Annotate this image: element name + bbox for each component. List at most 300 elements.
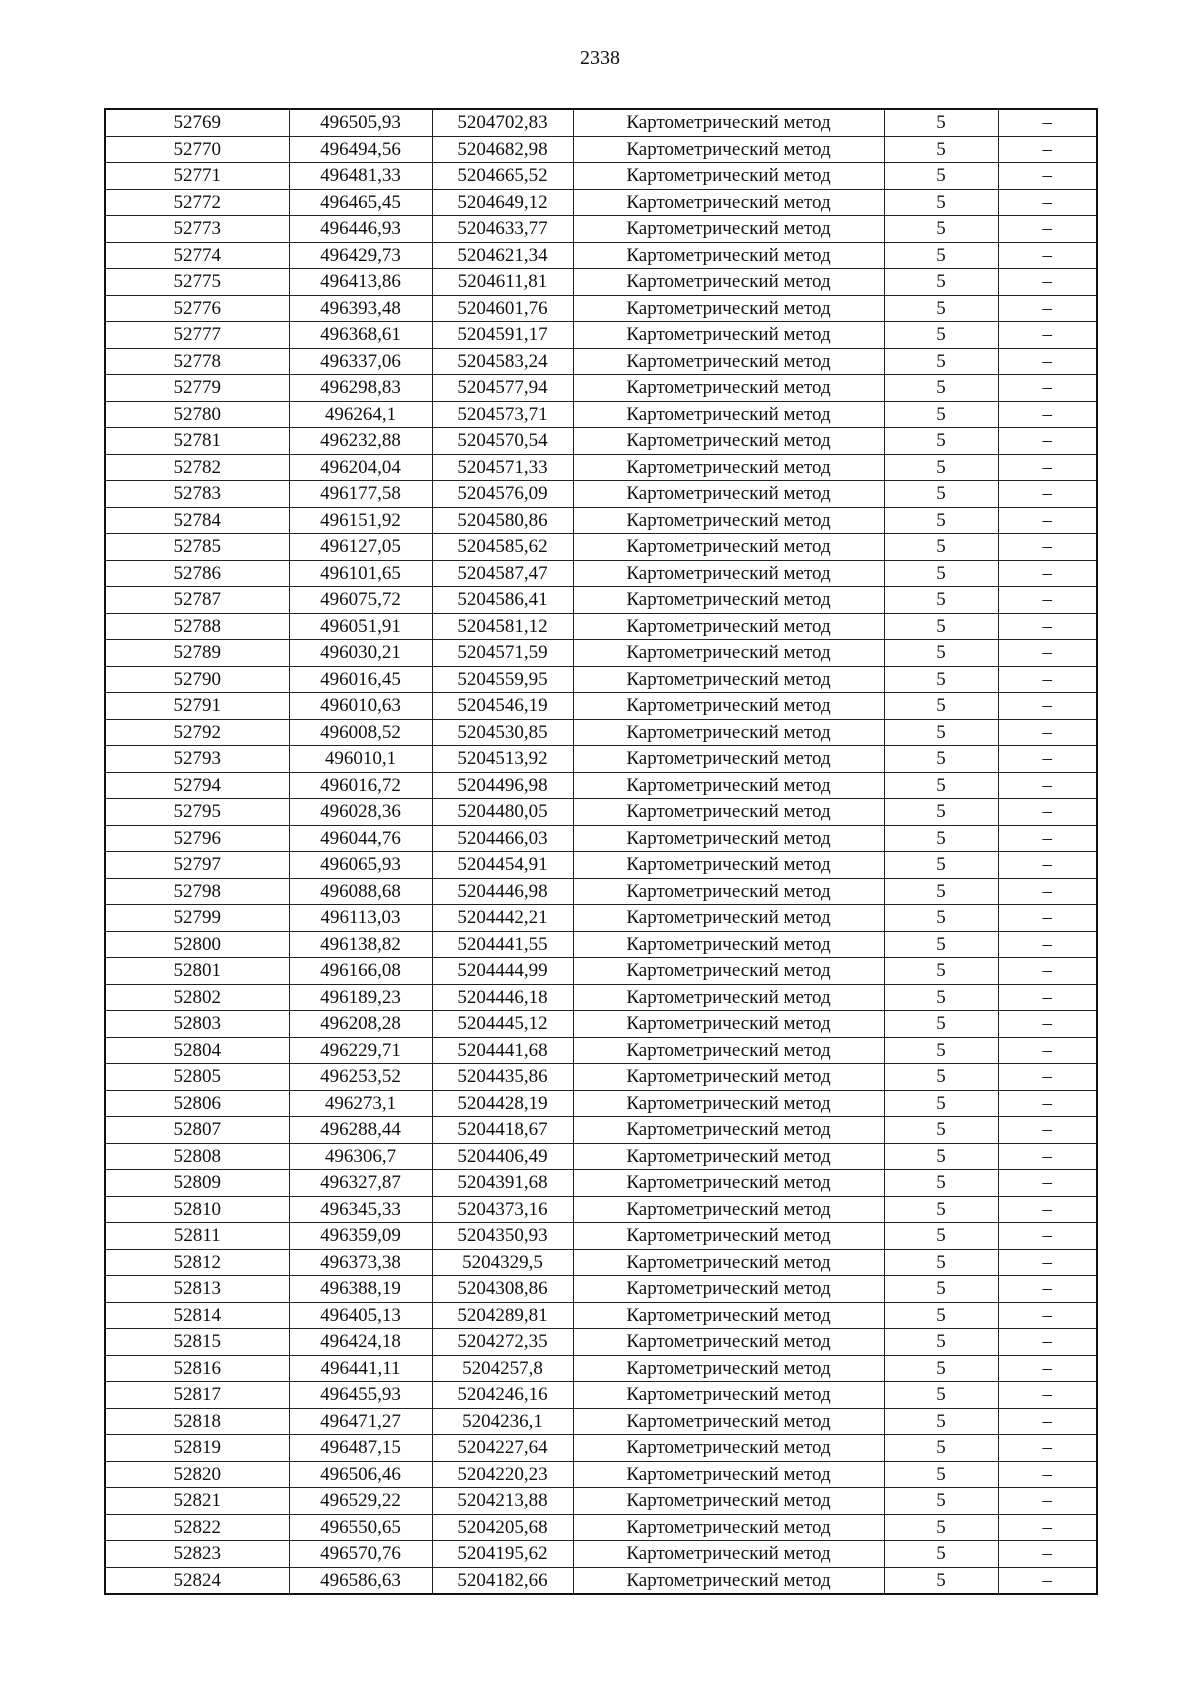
x-coordinate-cell: 496088,68 xyxy=(289,878,432,905)
y-coordinate-cell: 5204665,52 xyxy=(432,163,573,190)
table-row xyxy=(105,401,1097,428)
accuracy-cell: 5 xyxy=(884,1461,998,1488)
note-cell: – xyxy=(998,905,1097,932)
accuracy-cell: 5 xyxy=(884,799,998,826)
table-row xyxy=(105,1567,1097,1594)
note-cell: – xyxy=(998,1329,1097,1356)
table-row xyxy=(105,852,1097,879)
y-coordinate-cell: 5204513,92 xyxy=(432,746,573,773)
y-coordinate-cell: 5204195,62 xyxy=(432,1541,573,1568)
y-coordinate-cell: 5204570,54 xyxy=(432,428,573,455)
point-number-cell: 52816 xyxy=(105,1355,289,1382)
y-coordinate-cell: 5204586,41 xyxy=(432,587,573,614)
accuracy-cell: 5 xyxy=(884,1408,998,1435)
y-coordinate-cell: 5204571,59 xyxy=(432,640,573,667)
y-coordinate-cell: 5204445,12 xyxy=(432,1011,573,1038)
point-number-cell: 52788 xyxy=(105,613,289,640)
x-coordinate-cell: 496388,19 xyxy=(289,1276,432,1303)
point-number-cell: 52773 xyxy=(105,216,289,243)
y-coordinate-cell: 5204682,98 xyxy=(432,136,573,163)
point-number-cell: 52800 xyxy=(105,931,289,958)
x-coordinate-cell: 496028,36 xyxy=(289,799,432,826)
accuracy-cell: 5 xyxy=(884,560,998,587)
table-row xyxy=(105,454,1097,481)
table-row xyxy=(105,163,1097,190)
accuracy-cell: 5 xyxy=(884,1302,998,1329)
x-coordinate-cell: 496298,83 xyxy=(289,375,432,402)
accuracy-cell: 5 xyxy=(884,1329,998,1356)
note-cell: – xyxy=(998,560,1097,587)
method-cell: Картометрический метод xyxy=(573,1117,884,1144)
point-number-cell: 52821 xyxy=(105,1488,289,1515)
y-coordinate-cell: 5204441,68 xyxy=(432,1037,573,1064)
y-coordinate-cell: 5204257,8 xyxy=(432,1355,573,1382)
y-coordinate-cell: 5204329,5 xyxy=(432,1249,573,1276)
x-coordinate-cell: 496327,87 xyxy=(289,1170,432,1197)
table-row xyxy=(105,1382,1097,1409)
x-coordinate-cell: 496405,13 xyxy=(289,1302,432,1329)
accuracy-cell: 5 xyxy=(884,348,998,375)
x-coordinate-cell: 496288,44 xyxy=(289,1117,432,1144)
accuracy-cell: 5 xyxy=(884,693,998,720)
method-cell: Картометрический метод xyxy=(573,481,884,508)
method-cell: Картометрический метод xyxy=(573,719,884,746)
x-coordinate-cell: 496101,65 xyxy=(289,560,432,587)
accuracy-cell: 5 xyxy=(884,1196,998,1223)
method-cell: Картометрический метод xyxy=(573,269,884,296)
table-row xyxy=(105,1302,1097,1329)
note-cell: – xyxy=(998,1196,1097,1223)
point-number-cell: 52791 xyxy=(105,693,289,720)
y-coordinate-cell: 5204428,19 xyxy=(432,1090,573,1117)
note-cell: – xyxy=(998,1011,1097,1038)
y-coordinate-cell: 5204649,12 xyxy=(432,189,573,216)
x-coordinate-cell: 496368,61 xyxy=(289,322,432,349)
note-cell: – xyxy=(998,1170,1097,1197)
method-cell: Картометрический метод xyxy=(573,560,884,587)
accuracy-cell: 5 xyxy=(884,1090,998,1117)
note-cell: – xyxy=(998,1302,1097,1329)
point-number-cell: 52810 xyxy=(105,1196,289,1223)
y-coordinate-cell: 5204587,47 xyxy=(432,560,573,587)
note-cell: – xyxy=(998,216,1097,243)
point-number-cell: 52822 xyxy=(105,1514,289,1541)
point-number-cell: 52776 xyxy=(105,295,289,322)
note-cell: – xyxy=(998,1249,1097,1276)
note-cell: – xyxy=(998,613,1097,640)
accuracy-cell: 5 xyxy=(884,189,998,216)
note-cell: – xyxy=(998,1461,1097,1488)
method-cell: Картометрический метод xyxy=(573,1435,884,1462)
table-row xyxy=(105,931,1097,958)
table-row xyxy=(105,1037,1097,1064)
table-row xyxy=(105,1249,1097,1276)
note-cell: – xyxy=(998,878,1097,905)
point-number-cell: 52794 xyxy=(105,772,289,799)
point-number-cell: 52806 xyxy=(105,1090,289,1117)
accuracy-cell: 5 xyxy=(884,587,998,614)
accuracy-cell: 5 xyxy=(884,295,998,322)
y-coordinate-cell: 5204480,05 xyxy=(432,799,573,826)
table-row xyxy=(105,587,1097,614)
y-coordinate-cell: 5204442,21 xyxy=(432,905,573,932)
method-cell: Картометрический метод xyxy=(573,772,884,799)
accuracy-cell: 5 xyxy=(884,1037,998,1064)
y-coordinate-cell: 5204573,71 xyxy=(432,401,573,428)
note-cell: – xyxy=(998,799,1097,826)
table-row xyxy=(105,958,1097,985)
point-number-cell: 52781 xyxy=(105,428,289,455)
method-cell: Картометрический метод xyxy=(573,1249,884,1276)
note-cell: – xyxy=(998,428,1097,455)
y-coordinate-cell: 5204227,64 xyxy=(432,1435,573,1462)
accuracy-cell: 5 xyxy=(884,613,998,640)
x-coordinate-cell: 496337,06 xyxy=(289,348,432,375)
accuracy-cell: 5 xyxy=(884,1514,998,1541)
method-cell: Картометрический метод xyxy=(573,1223,884,1250)
table-row xyxy=(105,1329,1097,1356)
coordinates-table-body xyxy=(105,109,1097,1594)
table-row xyxy=(105,1488,1097,1515)
accuracy-cell: 5 xyxy=(884,905,998,932)
method-cell: Картометрический метод xyxy=(573,1011,884,1038)
point-number-cell: 52803 xyxy=(105,1011,289,1038)
y-coordinate-cell: 5204350,93 xyxy=(432,1223,573,1250)
table-row xyxy=(105,1170,1097,1197)
x-coordinate-cell: 496016,72 xyxy=(289,772,432,799)
note-cell: – xyxy=(998,1037,1097,1064)
accuracy-cell: 5 xyxy=(884,640,998,667)
accuracy-cell: 5 xyxy=(884,216,998,243)
accuracy-cell: 5 xyxy=(884,507,998,534)
x-coordinate-cell: 496465,45 xyxy=(289,189,432,216)
method-cell: Картометрический метод xyxy=(573,136,884,163)
point-number-cell: 52792 xyxy=(105,719,289,746)
point-number-cell: 52808 xyxy=(105,1143,289,1170)
y-coordinate-cell: 5204289,81 xyxy=(432,1302,573,1329)
note-cell: – xyxy=(998,1064,1097,1091)
y-coordinate-cell: 5204559,95 xyxy=(432,666,573,693)
note-cell: – xyxy=(998,1567,1097,1594)
table-row xyxy=(105,507,1097,534)
method-cell: Картометрический метод xyxy=(573,189,884,216)
method-cell: Картометрический метод xyxy=(573,109,884,136)
accuracy-cell: 5 xyxy=(884,481,998,508)
note-cell: – xyxy=(998,587,1097,614)
note-cell: – xyxy=(998,693,1097,720)
note-cell: – xyxy=(998,1143,1097,1170)
note-cell: – xyxy=(998,454,1097,481)
accuracy-cell: 5 xyxy=(884,746,998,773)
note-cell: – xyxy=(998,1488,1097,1515)
table-row xyxy=(105,1196,1097,1223)
note-cell: – xyxy=(998,481,1097,508)
accuracy-cell: 5 xyxy=(884,1382,998,1409)
x-coordinate-cell: 496264,1 xyxy=(289,401,432,428)
method-cell: Картометрический метод xyxy=(573,242,884,269)
method-cell: Картометрический метод xyxy=(573,958,884,985)
y-coordinate-cell: 5204182,66 xyxy=(432,1567,573,1594)
y-coordinate-cell: 5204580,86 xyxy=(432,507,573,534)
note-cell: – xyxy=(998,1090,1097,1117)
note-cell: – xyxy=(998,772,1097,799)
accuracy-cell: 5 xyxy=(884,1143,998,1170)
y-coordinate-cell: 5204220,23 xyxy=(432,1461,573,1488)
x-coordinate-cell: 496016,45 xyxy=(289,666,432,693)
point-number-cell: 52801 xyxy=(105,958,289,985)
note-cell: – xyxy=(998,375,1097,402)
point-number-cell: 52804 xyxy=(105,1037,289,1064)
method-cell: Картометрический метод xyxy=(573,1196,884,1223)
method-cell: Картометрический метод xyxy=(573,428,884,455)
point-number-cell: 52779 xyxy=(105,375,289,402)
note-cell: – xyxy=(998,1514,1097,1541)
accuracy-cell: 5 xyxy=(884,1355,998,1382)
method-cell: Картометрический метод xyxy=(573,163,884,190)
x-coordinate-cell: 496051,91 xyxy=(289,613,432,640)
table-row xyxy=(105,189,1097,216)
accuracy-cell: 5 xyxy=(884,269,998,296)
note-cell: – xyxy=(998,136,1097,163)
x-coordinate-cell: 496429,73 xyxy=(289,242,432,269)
table-row xyxy=(105,560,1097,587)
x-coordinate-cell: 496030,21 xyxy=(289,640,432,667)
x-coordinate-cell: 496075,72 xyxy=(289,587,432,614)
note-cell: – xyxy=(998,1408,1097,1435)
x-coordinate-cell: 496253,52 xyxy=(289,1064,432,1091)
y-coordinate-cell: 5204633,77 xyxy=(432,216,573,243)
x-coordinate-cell: 496373,38 xyxy=(289,1249,432,1276)
method-cell: Картометрический метод xyxy=(573,746,884,773)
table-row xyxy=(105,109,1097,136)
accuracy-cell: 5 xyxy=(884,1435,998,1462)
table-row xyxy=(105,693,1097,720)
y-coordinate-cell: 5204205,68 xyxy=(432,1514,573,1541)
method-cell: Картометрический метод xyxy=(573,1541,884,1568)
y-coordinate-cell: 5204213,88 xyxy=(432,1488,573,1515)
point-number-cell: 52771 xyxy=(105,163,289,190)
table-row xyxy=(105,136,1097,163)
method-cell: Картометрический метод xyxy=(573,322,884,349)
note-cell: – xyxy=(998,534,1097,561)
x-coordinate-cell: 496393,48 xyxy=(289,295,432,322)
accuracy-cell: 5 xyxy=(884,1541,998,1568)
x-coordinate-cell: 496151,92 xyxy=(289,507,432,534)
table-row xyxy=(105,1090,1097,1117)
x-coordinate-cell: 496494,56 xyxy=(289,136,432,163)
table-row xyxy=(105,295,1097,322)
x-coordinate-cell: 496127,05 xyxy=(289,534,432,561)
y-coordinate-cell: 5204611,81 xyxy=(432,269,573,296)
point-number-cell: 52787 xyxy=(105,587,289,614)
method-cell: Картометрический метод xyxy=(573,534,884,561)
table-row xyxy=(105,1514,1097,1541)
method-cell: Картометрический метод xyxy=(573,640,884,667)
x-coordinate-cell: 496232,88 xyxy=(289,428,432,455)
point-number-cell: 52799 xyxy=(105,905,289,932)
point-number-cell: 52813 xyxy=(105,1276,289,1303)
x-coordinate-cell: 496010,63 xyxy=(289,693,432,720)
accuracy-cell: 5 xyxy=(884,958,998,985)
y-coordinate-cell: 5204496,98 xyxy=(432,772,573,799)
x-coordinate-cell: 496345,33 xyxy=(289,1196,432,1223)
x-coordinate-cell: 496550,65 xyxy=(289,1514,432,1541)
method-cell: Картометрический метод xyxy=(573,878,884,905)
y-coordinate-cell: 5204583,24 xyxy=(432,348,573,375)
method-cell: Картометрический метод xyxy=(573,905,884,932)
method-cell: Картометрический метод xyxy=(573,587,884,614)
method-cell: Картометрический метод xyxy=(573,1488,884,1515)
note-cell: – xyxy=(998,348,1097,375)
table-row xyxy=(105,719,1097,746)
y-coordinate-cell: 5204621,34 xyxy=(432,242,573,269)
x-coordinate-cell: 496189,23 xyxy=(289,984,432,1011)
x-coordinate-cell: 496505,93 xyxy=(289,109,432,136)
point-number-cell: 52782 xyxy=(105,454,289,481)
method-cell: Картометрический метод xyxy=(573,666,884,693)
table-row xyxy=(105,1276,1097,1303)
table-row xyxy=(105,1223,1097,1250)
table-row xyxy=(105,534,1097,561)
table-row xyxy=(105,481,1097,508)
point-number-cell: 52769 xyxy=(105,109,289,136)
note-cell: – xyxy=(998,295,1097,322)
x-coordinate-cell: 496471,27 xyxy=(289,1408,432,1435)
x-coordinate-cell: 496008,52 xyxy=(289,719,432,746)
accuracy-cell: 5 xyxy=(884,1223,998,1250)
y-coordinate-cell: 5204576,09 xyxy=(432,481,573,508)
table-row xyxy=(105,1117,1097,1144)
point-number-cell: 52778 xyxy=(105,348,289,375)
note-cell: – xyxy=(998,852,1097,879)
table-row xyxy=(105,666,1097,693)
method-cell: Картометрический метод xyxy=(573,984,884,1011)
note-cell: – xyxy=(998,1435,1097,1462)
accuracy-cell: 5 xyxy=(884,1488,998,1515)
point-number-cell: 52775 xyxy=(105,269,289,296)
note-cell: – xyxy=(998,242,1097,269)
method-cell: Картометрический метод xyxy=(573,1276,884,1303)
method-cell: Картометрический метод xyxy=(573,852,884,879)
point-number-cell: 52814 xyxy=(105,1302,289,1329)
method-cell: Картометрический метод xyxy=(573,401,884,428)
method-cell: Картометрический метод xyxy=(573,1329,884,1356)
point-number-cell: 52789 xyxy=(105,640,289,667)
y-coordinate-cell: 5204585,62 xyxy=(432,534,573,561)
table-row xyxy=(105,878,1097,905)
accuracy-cell: 5 xyxy=(884,401,998,428)
y-coordinate-cell: 5204406,49 xyxy=(432,1143,573,1170)
x-coordinate-cell: 496138,82 xyxy=(289,931,432,958)
point-number-cell: 52780 xyxy=(105,401,289,428)
note-cell: – xyxy=(998,401,1097,428)
y-coordinate-cell: 5204236,1 xyxy=(432,1408,573,1435)
table-row xyxy=(105,1355,1097,1382)
y-coordinate-cell: 5204702,83 xyxy=(432,109,573,136)
y-coordinate-cell: 5204546,19 xyxy=(432,693,573,720)
y-coordinate-cell: 5204444,99 xyxy=(432,958,573,985)
x-coordinate-cell: 496208,28 xyxy=(289,1011,432,1038)
note-cell: – xyxy=(998,1223,1097,1250)
accuracy-cell: 5 xyxy=(884,1249,998,1276)
point-number-cell: 52823 xyxy=(105,1541,289,1568)
method-cell: Картометрический метод xyxy=(573,295,884,322)
accuracy-cell: 5 xyxy=(884,666,998,693)
table-row xyxy=(105,613,1097,640)
note-cell: – xyxy=(998,1117,1097,1144)
table-row xyxy=(105,984,1097,1011)
table-row xyxy=(105,905,1097,932)
note-cell: – xyxy=(998,931,1097,958)
table-row xyxy=(105,1461,1097,1488)
y-coordinate-cell: 5204591,17 xyxy=(432,322,573,349)
note-cell: – xyxy=(998,719,1097,746)
method-cell: Картометрический метод xyxy=(573,931,884,958)
y-coordinate-cell: 5204530,85 xyxy=(432,719,573,746)
point-number-cell: 52805 xyxy=(105,1064,289,1091)
table-row xyxy=(105,799,1097,826)
accuracy-cell: 5 xyxy=(884,136,998,163)
note-cell: – xyxy=(998,984,1097,1011)
x-coordinate-cell: 496177,58 xyxy=(289,481,432,508)
table-row xyxy=(105,772,1097,799)
point-number-cell: 52770 xyxy=(105,136,289,163)
method-cell: Картометрический метод xyxy=(573,348,884,375)
note-cell: – xyxy=(998,163,1097,190)
point-number-cell: 52824 xyxy=(105,1567,289,1594)
point-number-cell: 52783 xyxy=(105,481,289,508)
table-row xyxy=(105,1408,1097,1435)
table-row xyxy=(105,640,1097,667)
note-cell: – xyxy=(998,322,1097,349)
y-coordinate-cell: 5204373,16 xyxy=(432,1196,573,1223)
accuracy-cell: 5 xyxy=(884,322,998,349)
accuracy-cell: 5 xyxy=(884,454,998,481)
method-cell: Картометрический метод xyxy=(573,1514,884,1541)
y-coordinate-cell: 5204418,67 xyxy=(432,1117,573,1144)
x-coordinate-cell: 496273,1 xyxy=(289,1090,432,1117)
point-number-cell: 52811 xyxy=(105,1223,289,1250)
x-coordinate-cell: 496113,03 xyxy=(289,905,432,932)
y-coordinate-cell: 5204571,33 xyxy=(432,454,573,481)
x-coordinate-cell: 496424,18 xyxy=(289,1329,432,1356)
y-coordinate-cell: 5204308,86 xyxy=(432,1276,573,1303)
method-cell: Картометрический метод xyxy=(573,1037,884,1064)
x-coordinate-cell: 496306,7 xyxy=(289,1143,432,1170)
note-cell: – xyxy=(998,189,1097,216)
method-cell: Картометрический метод xyxy=(573,1170,884,1197)
method-cell: Картометрический метод xyxy=(573,1567,884,1594)
y-coordinate-cell: 5204441,55 xyxy=(432,931,573,958)
y-coordinate-cell: 5204272,35 xyxy=(432,1329,573,1356)
point-number-cell: 52797 xyxy=(105,852,289,879)
method-cell: Картометрический метод xyxy=(573,1064,884,1091)
accuracy-cell: 5 xyxy=(884,534,998,561)
point-number-cell: 52819 xyxy=(105,1435,289,1462)
point-number-cell: 52812 xyxy=(105,1249,289,1276)
method-cell: Картометрический метод xyxy=(573,454,884,481)
method-cell: Картометрический метод xyxy=(573,507,884,534)
x-coordinate-cell: 496446,93 xyxy=(289,216,432,243)
x-coordinate-cell: 496586,63 xyxy=(289,1567,432,1594)
point-number-cell: 52786 xyxy=(105,560,289,587)
table-row xyxy=(105,269,1097,296)
x-coordinate-cell: 496455,93 xyxy=(289,1382,432,1409)
point-number-cell: 52793 xyxy=(105,746,289,773)
accuracy-cell: 5 xyxy=(884,242,998,269)
method-cell: Картометрический метод xyxy=(573,825,884,852)
method-cell: Картометрический метод xyxy=(573,1408,884,1435)
